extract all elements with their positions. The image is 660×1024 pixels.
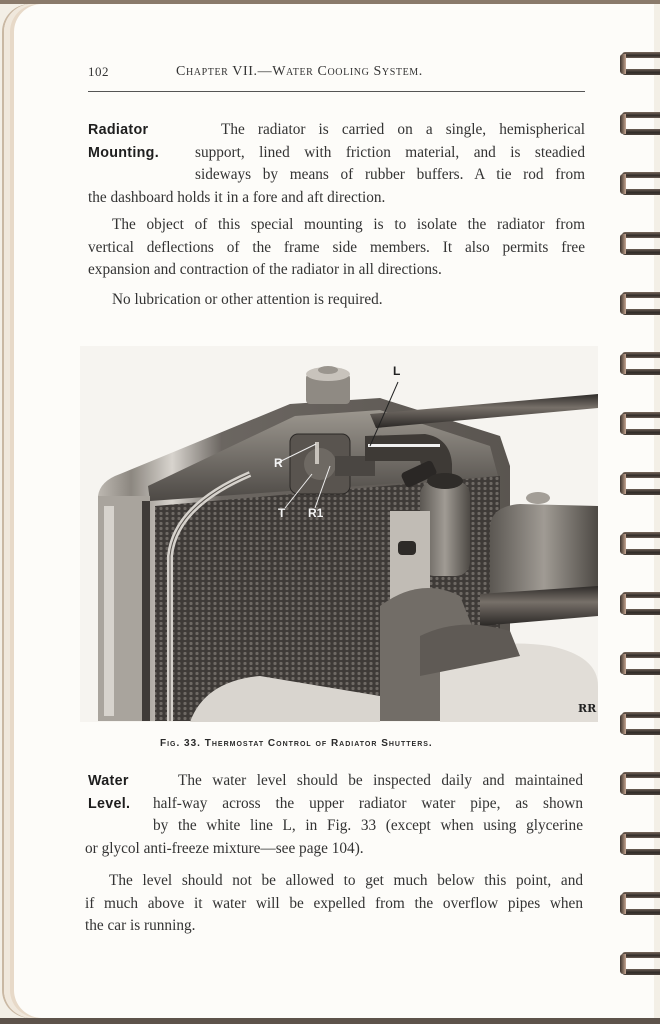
header-rule: [88, 91, 585, 92]
text-line: or glycol anti-freeze mixture—see page 104).: [85, 839, 364, 857]
spiral-coil: [620, 412, 660, 438]
text-line: by the white line L, in Fig. 33 (except when using glycerine: [153, 817, 583, 834]
page-bottom-edge: [0, 1018, 660, 1024]
spiral-coil: [620, 952, 660, 978]
page-number: 102: [88, 64, 109, 79]
text-line: the car is running.: [85, 917, 196, 934]
spiral-coil: [620, 592, 660, 618]
spiral-coil: [620, 472, 660, 498]
side-heading-line: Level.: [88, 795, 131, 812]
paragraph-mounting-object: [88, 214, 585, 282]
text-line: The radiator is carried on a single, hemispherical: [221, 121, 585, 138]
figure-label-R: R: [274, 456, 283, 470]
text-line: if much above it water will be expelled from the overflow pipes when: [85, 894, 583, 912]
spiral-coil: [620, 112, 660, 138]
chapter-title: Chapter VII.—Water Cooling System.: [176, 64, 423, 79]
side-heading-line: Mounting.: [88, 144, 159, 161]
running-head: [88, 64, 585, 86]
paragraph-level-limits: [85, 870, 583, 938]
spiral-coil: [620, 292, 660, 318]
spiral-coil: [620, 172, 660, 198]
text-line: No lubrication or other attention is required.: [112, 291, 383, 308]
radiator-engine-drawing: [80, 346, 598, 722]
paragraph-no-lubrication: [112, 289, 582, 312]
spiral-coil: [620, 52, 660, 78]
text-line: expansion and contraction of the radiator in all directions.: [88, 261, 442, 278]
figure-caption: Fig. 33. Thermostat Control of Radiator Shutters.: [160, 738, 433, 749]
text-line: sideways by means of rubber buffers. A tie rod from: [195, 166, 585, 183]
figure-label-L: L: [393, 364, 401, 378]
paragraph-water-level: [85, 770, 583, 860]
figure-label-T: T: [278, 506, 286, 520]
spiral-coil: [620, 532, 660, 558]
text-line: The object of this special mounting is to isolate the radiator from: [112, 216, 585, 233]
text-line: support, lined with friction material, and is steadied: [195, 143, 585, 161]
text-line: The level should not be allowed to get much below this point, and: [109, 872, 583, 889]
side-heading-line: Water: [88, 773, 129, 789]
figure-33-radiator-illustration: [80, 346, 598, 722]
text-line: half-way across the upper radiator water pipe, as shown: [153, 794, 583, 812]
spiral-coil: [620, 772, 660, 798]
rolls-royce-monogram: RR: [578, 702, 597, 715]
spiral-coil: [620, 832, 660, 858]
spiral-coil: [620, 892, 660, 918]
side-heading-line: Radiator: [88, 122, 149, 138]
text-line: vertical deflections of the frame side members. It also permits free: [88, 238, 585, 256]
spiral-coil: [620, 352, 660, 378]
spiral-coil: [620, 712, 660, 738]
spiral-coil: [620, 232, 660, 258]
text-line: the dashboard holds it in a fore and aft direction.: [88, 188, 386, 206]
text-line: The water level should be inspected daily and maintained: [178, 772, 583, 789]
paragraph-radiator-support: [88, 119, 585, 209]
figure-label-R1: R1: [308, 506, 324, 520]
spiral-coil: [620, 652, 660, 678]
